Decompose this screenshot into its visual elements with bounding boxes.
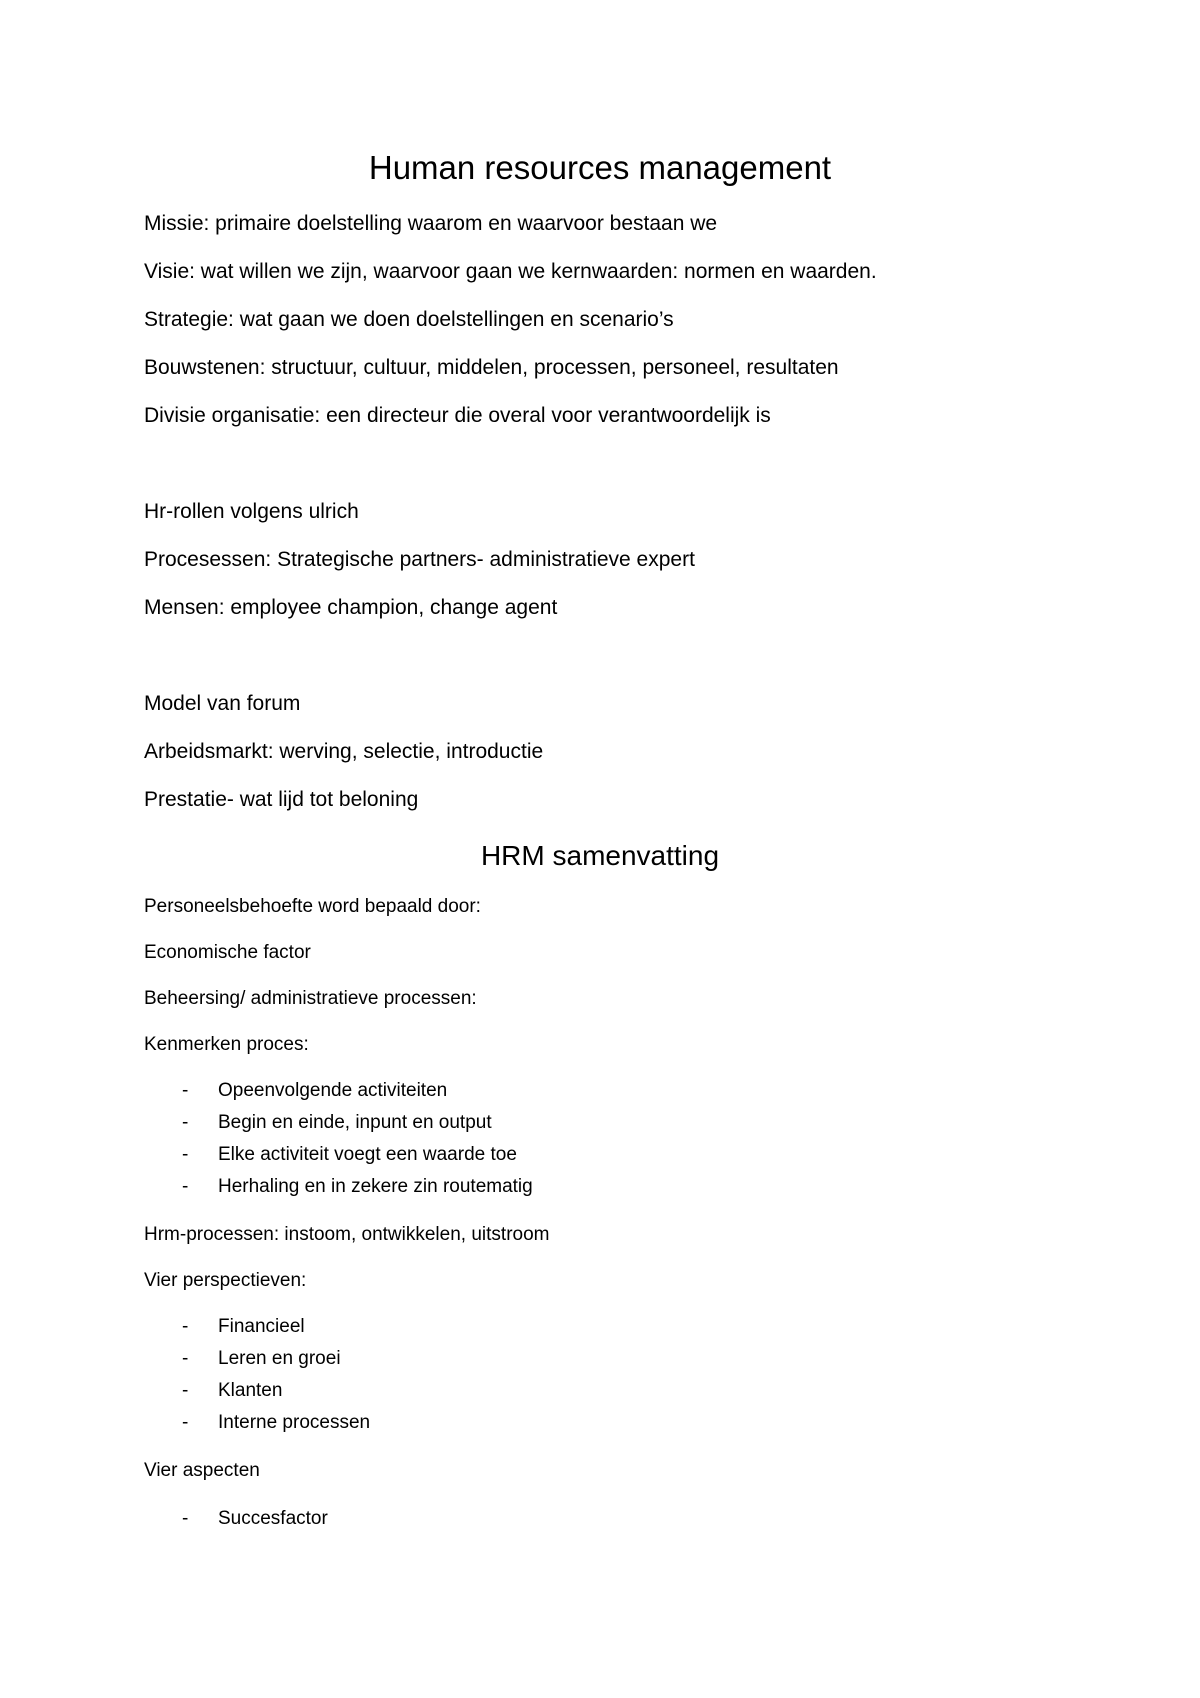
bullet-marker: - — [182, 1508, 189, 1529]
bullet-marker: - — [182, 1316, 189, 1337]
economic-factor-line: Economische factor — [144, 942, 311, 963]
process-features-line: Kenmerken proces: — [144, 1034, 309, 1055]
division-line: Divisie organisatie: een directeur die overal voor verantwoordelijk is — [144, 404, 771, 427]
vision-line: Visie: wat willen we zijn, waarvoor gaan we kernwaarden: normen en waarden. — [144, 260, 877, 283]
bullet-marker: - — [182, 1348, 189, 1369]
control-processes-line: Beheersing/ administratieve processen: — [144, 988, 477, 1009]
bullet-marker: - — [182, 1080, 189, 1101]
document-title: Human resources management — [368, 149, 832, 186]
hr-roles-line: Hr-rollen volgens ulrich — [144, 500, 359, 523]
summary-title: HRM samenvatting — [480, 840, 720, 871]
labour-market-line: Arbeidsmarkt: werving, selectie, introductie — [144, 740, 544, 763]
hrm-processes-line: Hrm-processen: instoom, ontwikkelen, uitstroom — [144, 1224, 550, 1245]
mission-line: Missie: primaire doelstelling waarom en waarvoor bestaan we — [144, 212, 718, 235]
bullet-marker: - — [182, 1144, 189, 1165]
building-blocks-line: Bouwstenen: structuur, cultuur, middelen, processen, personeel, resultaten — [144, 356, 839, 379]
performance-line: Prestatie- wat lijd tot beloning — [144, 788, 419, 811]
bullet-marker: - — [182, 1176, 189, 1197]
bullet-marker: - — [182, 1112, 189, 1133]
forum-model-line: Model van forum — [144, 692, 301, 715]
document-page: Human resources management Missie: primaire doelstelling waarom en waarvoor bestaan we Visie: wat willen we zijn, waarvoor gaan we kernwaarden: normen en waarden. Strategie: wat gaan we doen doelstellingen en scenario’s Bouwstenen: structuur, cultuur, middelen, processen, personeel, resultaten Divisie organisatie: een directeur die overal voor verantwoordelijk is Hr-rollen volgens ulrich Procesessen: Strategische partners- administratieve expert Mensen: employee champion, change agent Model van forum Arbeidsmarkt: werving, selectie, introductie Prestatie- wat lijd tot beloning HRM samenvatting Personeelsbehoefte word bepaald door: Economische factor Beheersing/ administratieve processen: Kenmerken proces: - Opeenvolgende activiteiten - Begin en einde, inpunt en output - Elke activiteit voegt een waarde toe - Herhaling en in zekere zin routematig Hrm-processen: instoom, ontwikkelen, uitstroom Vier perspectieven: - Financieel - Leren en groei - Klanten - Interne processen Vier aspecten - Succesfactor — [0, 0, 1200, 1698]
processes-line: Procesessen: Strategische partners- administratieve expert — [144, 548, 695, 571]
perspectives-heading: Vier perspectieven: — [144, 1270, 307, 1291]
people-line: Mensen: employee champion, change agent — [144, 596, 558, 619]
aspects-heading: Vier aspecten — [144, 1460, 260, 1481]
staff-need-line: Personeelsbehoefte word bepaald door: — [144, 896, 481, 917]
bullet-marker: - — [182, 1380, 189, 1401]
bullet-marker: - — [182, 1412, 189, 1433]
strategy-line: Strategie: wat gaan we doen doelstellingen en scenario’s — [144, 308, 674, 331]
